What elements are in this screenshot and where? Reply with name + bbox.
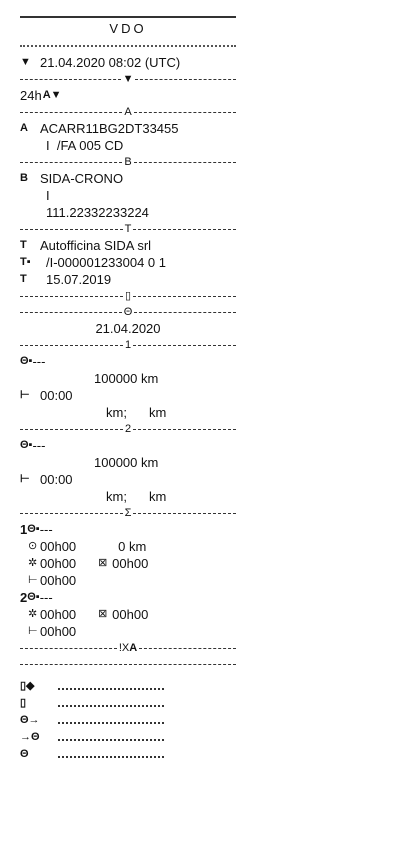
slot-2-time: 00:00 [40, 472, 73, 487]
mode-label: 24h [20, 88, 42, 103]
summary-rest: 00h00 [40, 573, 77, 588]
slot-2-km-row [20, 488, 236, 505]
vehicle-pin-icon: A▼ [42, 89, 62, 101]
mode-row [20, 87, 236, 104]
summary-slot-1-row [20, 521, 236, 538]
calibration-card-icon: T▪ [20, 256, 31, 268]
separator [20, 421, 236, 437]
slot-1-time: 00:00 [40, 388, 73, 403]
workshop-name-row [20, 237, 236, 254]
slot-2-km-b: km [148, 489, 167, 504]
card-icon: ▯ [124, 290, 132, 302]
day-date: 21.04.2020 [95, 321, 161, 336]
clock-card-icon: Θ▪ [20, 439, 33, 451]
slot-1-km-a: km; [106, 405, 127, 420]
rest-icon: ⊢ [20, 389, 30, 401]
vin-row [20, 120, 236, 137]
separator [20, 38, 236, 54]
separator [20, 337, 236, 353]
summary-drive-row [20, 538, 236, 555]
equipment-icon: B [20, 172, 28, 184]
summary-slot-1-card: --- [39, 522, 53, 537]
pin-icon: ▼ [122, 73, 134, 85]
start-icon: Θ→ [20, 714, 40, 726]
work-icon: ✲ [28, 557, 38, 569]
print-date-row [20, 54, 236, 71]
pin-icon: ▼ [20, 56, 31, 68]
slot-1-marker: 1 [124, 339, 132, 351]
summary-slot-2-work-row [20, 606, 236, 623]
separator [20, 656, 236, 672]
summary-slot-2-card: --- [39, 590, 53, 605]
equipment-icon: B [124, 156, 132, 168]
separator [20, 640, 236, 656]
signature-line [58, 756, 164, 758]
slot-1-odometer-row [20, 370, 236, 387]
slot-2-km-a: km; [106, 489, 127, 504]
day-date-row [20, 320, 236, 337]
slot-1-card-row [20, 353, 236, 370]
card-name-row [20, 170, 236, 187]
calibration-date-row [20, 271, 236, 288]
separator [20, 71, 236, 87]
separator [20, 104, 236, 120]
workshop-name: Autofficina SIDA srl [40, 238, 152, 253]
workshop-id: /I-000001233004 0 1 [46, 255, 166, 270]
card-icon: ▯ [20, 697, 27, 709]
slot-1-km-b: km [148, 405, 167, 420]
summary-distance: 0 km [118, 539, 147, 554]
summary-slot-2-row [20, 589, 236, 606]
vehicle-icon: A [129, 642, 138, 654]
summary-availability: 00h00 [112, 556, 149, 571]
summary-drive: 00h00 [40, 539, 77, 554]
summary-slot-2-label: 2 [20, 590, 28, 605]
rest-icon: ⊢ [28, 574, 38, 586]
summary-slot-1-label: 1 [20, 522, 28, 537]
card-name: SIDA-CRONO [40, 171, 124, 186]
card-number: 111.22332233224 [46, 205, 149, 220]
slot-1-card: --- [32, 354, 46, 369]
summary-marker: Σ [124, 507, 132, 519]
print-date: 21.04.2020 08:02 (UTC) [40, 55, 181, 70]
calibration-icon: T [124, 223, 132, 235]
work-icon: ✲ [28, 608, 38, 620]
summary-slot-2-availability: 00h00 [112, 607, 149, 622]
calibration-icon: T [20, 239, 27, 251]
separator [20, 221, 236, 237]
tachograph-printout [20, 16, 236, 763]
slot-2-odometer: 100000 km [94, 455, 159, 470]
clock-card-icon: Θ▪ [27, 591, 40, 603]
slot-2-card-row [20, 437, 236, 454]
separator [20, 154, 236, 170]
events-marker [117, 641, 139, 655]
signature-row [20, 695, 236, 712]
slot-2-time-row [20, 471, 236, 488]
end-icon: →Θ [20, 731, 40, 743]
signature-row [20, 678, 236, 695]
events-marker-text: !X [118, 642, 130, 654]
availability-icon: ⊠ [98, 608, 108, 620]
slot-2-marker: 2 [124, 423, 132, 435]
clock-icon: Θ [20, 748, 29, 760]
signature-line [58, 705, 164, 707]
summary-work-row [20, 555, 236, 572]
availability-icon: ⊠ [98, 557, 108, 569]
clock-card-icon: Θ▪ [27, 523, 40, 535]
calibration-date: 15.07.2019 [46, 272, 112, 287]
calibration-icon: T [20, 273, 27, 285]
signature-row [20, 746, 236, 763]
slot-1-km-row [20, 404, 236, 421]
card-number-row [20, 204, 236, 221]
slot-1-time-row [20, 387, 236, 404]
card-country-row [20, 187, 236, 204]
vehicle-icon: A [20, 122, 28, 134]
separator [20, 304, 236, 320]
signature-row [20, 712, 236, 729]
summary-slot-2-rest-row [20, 623, 236, 640]
registration-row [20, 137, 236, 154]
summary-slot-2-work: 00h00 [40, 607, 77, 622]
drive-icon: ⊙ [28, 540, 38, 552]
signature-line [58, 739, 164, 741]
signature-line [58, 688, 164, 690]
top-rule [20, 16, 236, 18]
workshop-id-row [20, 254, 236, 271]
summary-rest-row [20, 572, 236, 589]
rest-icon: ⊢ [20, 473, 30, 485]
slot-2-odometer-row [20, 454, 236, 471]
registration: I /FA 005 CD [46, 138, 124, 153]
separator [20, 505, 236, 521]
signature-line [58, 722, 164, 724]
signature-row [20, 729, 236, 746]
summary-work: 00h00 [40, 556, 77, 571]
card-country: I [46, 188, 50, 203]
vehicle-icon: A [124, 106, 132, 118]
rest-icon: ⊢ [28, 625, 38, 637]
slot-1-odometer: 100000 km [94, 371, 159, 386]
clock-card-icon: Θ▪ [20, 355, 33, 367]
vin: ACARR11BG2DT33455 [40, 121, 179, 136]
clock-icon: Θ [123, 306, 133, 318]
slot-2-card: --- [32, 438, 46, 453]
summary-slot-2-rest: 00h00 [40, 624, 77, 639]
printout-title: VDO [109, 21, 147, 36]
control-place-icon: ▯◆ [20, 680, 35, 692]
separator [20, 288, 236, 304]
